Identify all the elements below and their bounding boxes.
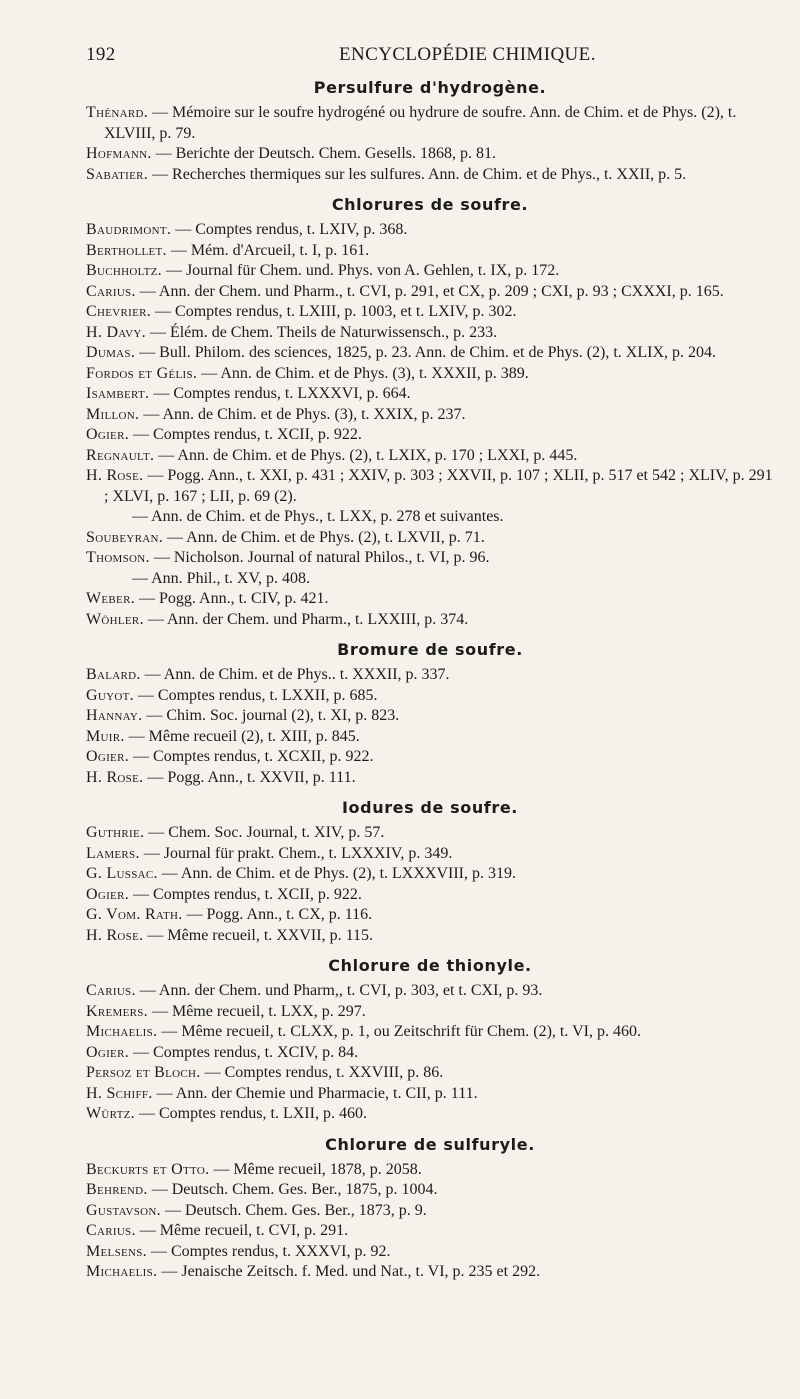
reference-entry bbox=[86, 343, 774, 364]
reference-text: — Pogg. Ann., t. XXI, p. 431 ; XXIV, p. 303 ; XXVII, p. 107 ; XLII, p. 517 et 542 ; XLIV, p. 291 ; XLVI, p. 167 ; LII, p. 69 (2). bbox=[104, 467, 773, 505]
reference-author: Ogier. bbox=[86, 1043, 130, 1061]
section-title: Chlorure de sulfuryle. bbox=[325, 1134, 535, 1154]
reference-text: — Deutsch. Chem. Ges. Ber., 1875, p. 1004. bbox=[147, 1181, 438, 1198]
reference-entry bbox=[86, 844, 774, 865]
reference-author: Sabatier. bbox=[86, 165, 149, 183]
reference-text: — Mém. d'Arcueil, t. I, p. 161. bbox=[166, 241, 370, 259]
reference-author: Berthollet. bbox=[86, 241, 167, 259]
reference-text: — Ann. de Chim. et de Phys. (2), t. LXVII, p. 71. bbox=[163, 528, 485, 546]
reference-text: — Deutsch. Chem. Ges. Ber., 1873, p. 9. bbox=[160, 1201, 427, 1219]
reference-entry bbox=[86, 665, 774, 686]
reference-author: Carius. bbox=[86, 1222, 136, 1239]
reference-author: Chevrier. bbox=[86, 303, 152, 320]
reference-entry bbox=[86, 1242, 774, 1263]
reference-author: Regnault. bbox=[86, 446, 155, 464]
reference-entry bbox=[86, 1201, 774, 1222]
page-number: 192 bbox=[86, 44, 116, 65]
reference-author: Behrend. bbox=[86, 1181, 148, 1198]
reference-author: Millon. bbox=[86, 405, 140, 423]
reference-text: — Comptes rendus, t. XXVIII, p. 86. bbox=[200, 1064, 444, 1081]
reference-entry bbox=[86, 569, 774, 590]
reference-author: Melsens. bbox=[86, 1242, 147, 1260]
reference-text: — Ann. Phil., t. XV, p. 408. bbox=[132, 569, 310, 587]
reference-author: Hofmann. bbox=[86, 145, 152, 162]
reference-entry bbox=[86, 926, 774, 947]
reference-text: — Comptes rendus, t. XCIV, p. 84. bbox=[129, 1043, 359, 1061]
reference-text: — Comptes rendus, t. XCXII, p. 922. bbox=[129, 748, 374, 765]
reference-author: H. Schiff. bbox=[86, 1084, 153, 1102]
reference-text: — Mémoire sur le soufre hydrogéné ou hydrure de soufre. Ann. de Chim. et de Phys. (2), t. XLVIII, p. 79. bbox=[104, 104, 737, 142]
reference-author: Carius. bbox=[86, 282, 136, 300]
reference-author: Würtz. bbox=[86, 1105, 135, 1122]
reference-text: — Recherches thermiques sur les sulfures. Ann. de Chim. et de Phys., t. XXII, p. 5. bbox=[148, 165, 687, 183]
reference-text: — Comptes rendus, t. LXXXVI, p. 664. bbox=[149, 385, 411, 402]
reference-entry bbox=[86, 823, 774, 844]
reference-author: Baudrimont. bbox=[86, 221, 172, 238]
reference-entry bbox=[86, 446, 774, 467]
reference-author: Wöhler. bbox=[86, 610, 144, 628]
reference-text: — Même recueil, 1878, p. 2058. bbox=[209, 1160, 422, 1178]
reference-entry bbox=[86, 1063, 774, 1084]
reference-text: — Journal für prakt. Chem., t. LXXXIV, p. 349. bbox=[139, 844, 453, 862]
section-title: Bromure de soufre. bbox=[337, 640, 523, 659]
reference-entry bbox=[86, 864, 774, 885]
reference-author: Thénard. bbox=[86, 104, 149, 121]
reference-entry bbox=[86, 425, 774, 446]
reference-text: — Même recueil (2), t. XIII, p. 845. bbox=[124, 727, 360, 745]
reference-text: — Comptes rendus, t. XCII, p. 922. bbox=[129, 426, 362, 443]
reference-entry bbox=[86, 1043, 774, 1064]
reference-author: H. Rose. bbox=[86, 926, 144, 944]
reference-author: Lamers. bbox=[86, 844, 140, 862]
reference-text: — Pogg. Ann., t. XXVII, p. 111. bbox=[143, 768, 356, 786]
section-title: Iodures de soufre. bbox=[342, 798, 518, 817]
reference-author: Isambert. bbox=[86, 385, 150, 402]
reference-text: — Ann. de Chim. et de Phys.. t. XXXII, p. 337. bbox=[140, 666, 450, 683]
reference-entry bbox=[86, 981, 774, 1002]
section-title: Persulfure d'hydrogène. bbox=[313, 78, 547, 97]
reference-entry bbox=[86, 905, 774, 926]
reference-author: Guthrie. bbox=[86, 824, 145, 841]
reference-entry bbox=[86, 241, 774, 262]
reference-entry bbox=[86, 282, 774, 303]
reference-text: — Journal für Chem. und. Phys. von A. Gehlen, t. IX, p. 172. bbox=[161, 262, 560, 279]
reference-entry bbox=[86, 165, 774, 186]
bibliography-section bbox=[86, 78, 774, 185]
reference-author: Buchholtz. bbox=[86, 262, 162, 279]
reference-author: Persoz et Bloch. bbox=[86, 1064, 201, 1081]
reference-text: — Nicholson. Journal of natural Philos., t. VI, p. 96. bbox=[149, 549, 490, 566]
bibliography-section bbox=[86, 1135, 774, 1283]
reference-author: Muir. bbox=[86, 727, 125, 745]
reference-entry bbox=[86, 405, 774, 426]
reference-entry bbox=[86, 507, 774, 528]
reference-author: Ogier. bbox=[86, 426, 130, 443]
running-head bbox=[86, 40, 774, 66]
reference-text: — Ann. der Chemie und Pharmacie, t. CII, p. 111. bbox=[152, 1084, 478, 1102]
reference-author: Carius. bbox=[86, 982, 136, 999]
reference-author: Guyot. bbox=[86, 686, 134, 704]
reference-author: Gustavson. bbox=[86, 1201, 161, 1219]
section-title: Chlorures de soufre. bbox=[331, 195, 529, 214]
reference-author: Kremers. bbox=[86, 1002, 148, 1020]
reference-text: — Chim. Soc. journal (2), t. XI, p. 823. bbox=[142, 707, 400, 724]
reference-author: Balard. bbox=[86, 666, 141, 683]
reference-entry bbox=[86, 589, 774, 610]
bibliography-section bbox=[86, 195, 774, 630]
reference-entry bbox=[86, 1022, 774, 1043]
reference-text: — Ann. de Chim. et de Phys. (2), t. LXXXVIII, p. 319. bbox=[157, 865, 516, 882]
reference-author: G. Lussac. bbox=[86, 865, 158, 882]
reference-author: Soubeyran. bbox=[86, 528, 164, 546]
reference-text: — Élém. de Chem. Theils de Naturwissensch., p. 233. bbox=[145, 323, 498, 341]
reference-author: Hannay. bbox=[86, 707, 143, 724]
reference-entry bbox=[86, 1262, 774, 1283]
reference-entry bbox=[86, 323, 774, 344]
reference-author: Ogier. bbox=[86, 885, 130, 903]
reference-author: Thomson. bbox=[86, 549, 150, 566]
reference-entry bbox=[86, 1084, 774, 1105]
reference-entry bbox=[86, 1180, 774, 1201]
reference-entry bbox=[86, 1221, 774, 1242]
reference-text: — Comptes rendus, t. LXIII, p. 1003, et t. LXIV, p. 302. bbox=[151, 303, 517, 320]
reference-entry bbox=[86, 364, 774, 385]
reference-entry bbox=[86, 747, 774, 768]
reference-entry bbox=[86, 528, 774, 549]
reference-text: — Comptes rendus, t. LXXII, p. 685. bbox=[133, 686, 378, 704]
reference-entry bbox=[86, 103, 774, 144]
reference-entry bbox=[86, 610, 774, 631]
bibliography bbox=[86, 78, 774, 1283]
reference-text: — Ann. der Chem. und Pharm., t. CVI, p. 291, et CX, p. 209 ; CXI, p. 93 ; CXXXI, p. 165. bbox=[135, 282, 724, 300]
reference-entry bbox=[86, 261, 774, 282]
reference-author: Fordos et Gélis. bbox=[86, 364, 198, 382]
reference-entry bbox=[86, 466, 774, 507]
reference-text: — Ann. der Chem. und Pharm., t. LXXIII, p. 374. bbox=[143, 610, 469, 628]
reference-author: H. Rose. bbox=[86, 467, 144, 484]
reference-entry bbox=[86, 727, 774, 748]
reference-text: — Pogg. Ann., t. CIV, p. 421. bbox=[135, 590, 329, 607]
reference-author: H. Rose. bbox=[86, 768, 144, 786]
bibliography-section bbox=[86, 798, 774, 946]
reference-text: — Jenaische Zeitsch. f. Med. und Nat., t. VI, p. 235 et 292. bbox=[157, 1263, 541, 1280]
reference-author: Beckurts et Otto. bbox=[86, 1160, 210, 1178]
reference-text: — Bull. Philom. des sciences, 1825, p. 23. Ann. de Chim. et de Phys. (2), t. XLIX, p. 204. bbox=[135, 344, 717, 361]
reference-text: — Même recueil, t. XXVII, p. 115. bbox=[143, 926, 373, 944]
reference-text: — Comptes rendus, t. LXIV, p. 368. bbox=[171, 221, 408, 238]
reference-text: — Ann. de Chim. et de Phys. (3), t. XXXII, p. 389. bbox=[197, 364, 529, 382]
reference-author: Michaelis. bbox=[86, 1023, 158, 1040]
reference-text: — Ann. de Chim. et de Phys. (3), t. XXIX, p. 237. bbox=[139, 405, 466, 423]
reference-text: — Comptes rendus, t. LXII, p. 460. bbox=[134, 1105, 367, 1122]
reference-entry bbox=[86, 1160, 774, 1181]
reference-text: — Chem. Soc. Journal, t. XIV, p. 57. bbox=[144, 824, 385, 841]
reference-text: — Même recueil, t. CVI, p. 291. bbox=[135, 1222, 349, 1239]
reference-entry bbox=[86, 384, 774, 405]
reference-entry bbox=[86, 686, 774, 707]
reference-entry bbox=[86, 1104, 774, 1125]
reference-author: Weber. bbox=[86, 590, 136, 607]
reference-author: Michaelis. bbox=[86, 1263, 158, 1280]
reference-entry bbox=[86, 768, 774, 789]
reference-text: — Comptes rendus, t. XXXVI, p. 92. bbox=[146, 1242, 391, 1260]
reference-author: G. Vom. Rath. bbox=[86, 906, 183, 923]
reference-entry bbox=[86, 144, 774, 165]
reference-entry bbox=[86, 885, 774, 906]
reference-text: — Comptes rendus, t. XCII, p. 922. bbox=[129, 885, 362, 903]
reference-text: — Ann. de Chim. et de Phys., t. LXX, p. 278 et suivantes. bbox=[132, 508, 504, 525]
reference-author: Dumas. bbox=[86, 344, 136, 361]
reference-entry bbox=[86, 706, 774, 727]
reference-entry bbox=[86, 1002, 774, 1023]
reference-text: — Berichte der Deutsch. Chem. Gesells. 1868, p. 81. bbox=[151, 145, 497, 162]
bibliography-section bbox=[86, 640, 774, 788]
bibliography-section bbox=[86, 956, 774, 1125]
reference-text: — Même recueil, t. CLXX, p. 1, ou Zeitschrift für Chem. (2), t. VI, p. 460. bbox=[157, 1023, 641, 1040]
reference-text: — Même recueil, t. LXX, p. 297. bbox=[147, 1002, 366, 1020]
page-title: ENCYCLOPÉDIE CHIMIQUE. bbox=[339, 44, 596, 65]
reference-text: — Pogg. Ann., t. CX, p. 116. bbox=[182, 906, 373, 923]
reference-entry bbox=[86, 548, 774, 569]
reference-text: — Ann. der Chem. und Pharm,, t. CVI, p. 303, et t. CXI, p. 93. bbox=[135, 982, 543, 999]
reference-entry bbox=[86, 220, 774, 241]
section-title: Chlorure de thionyle. bbox=[328, 956, 532, 975]
reference-author: H. Davy. bbox=[86, 323, 146, 341]
reference-entry bbox=[86, 302, 774, 323]
reference-author: Ogier. bbox=[86, 748, 130, 765]
reference-text: — Ann. de Chim. et de Phys. (2), t. LXIX, p. 170 ; LXXI, p. 445. bbox=[154, 446, 578, 464]
